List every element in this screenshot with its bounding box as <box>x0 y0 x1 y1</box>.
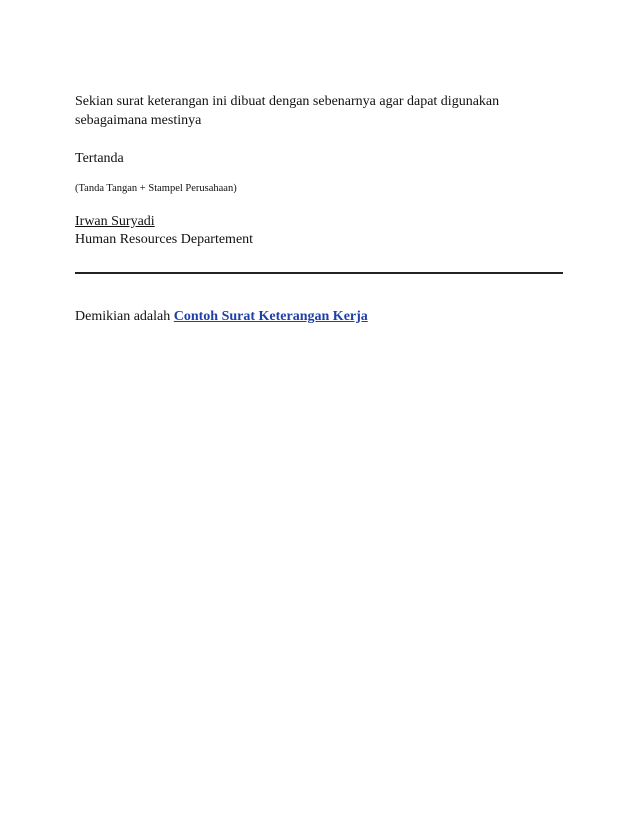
signature-note: (Tanda Tangan + Stampel Perusahaan) <box>75 183 237 194</box>
closing-line-2: sebagaimana mestinya <box>75 113 202 128</box>
tertanda-label: Tertanda <box>75 151 124 166</box>
letter-page <box>75 92 565 340</box>
footer-sentence <box>75 307 565 326</box>
horizontal-divider <box>75 272 563 274</box>
footer-prefix: Demikian adalah <box>75 309 174 324</box>
article-link[interactable]: Contoh Surat Keterangan Kerja <box>173 309 368 324</box>
closing-line-1: Sekian surat keterangan ini dibuat dengan sebenarnya agar dapat digunakan <box>75 94 500 109</box>
signer-title: Human Resources Departement <box>75 232 254 247</box>
closing-paragraph <box>75 92 565 130</box>
signer-name: Irwan Suryadi <box>75 214 155 229</box>
